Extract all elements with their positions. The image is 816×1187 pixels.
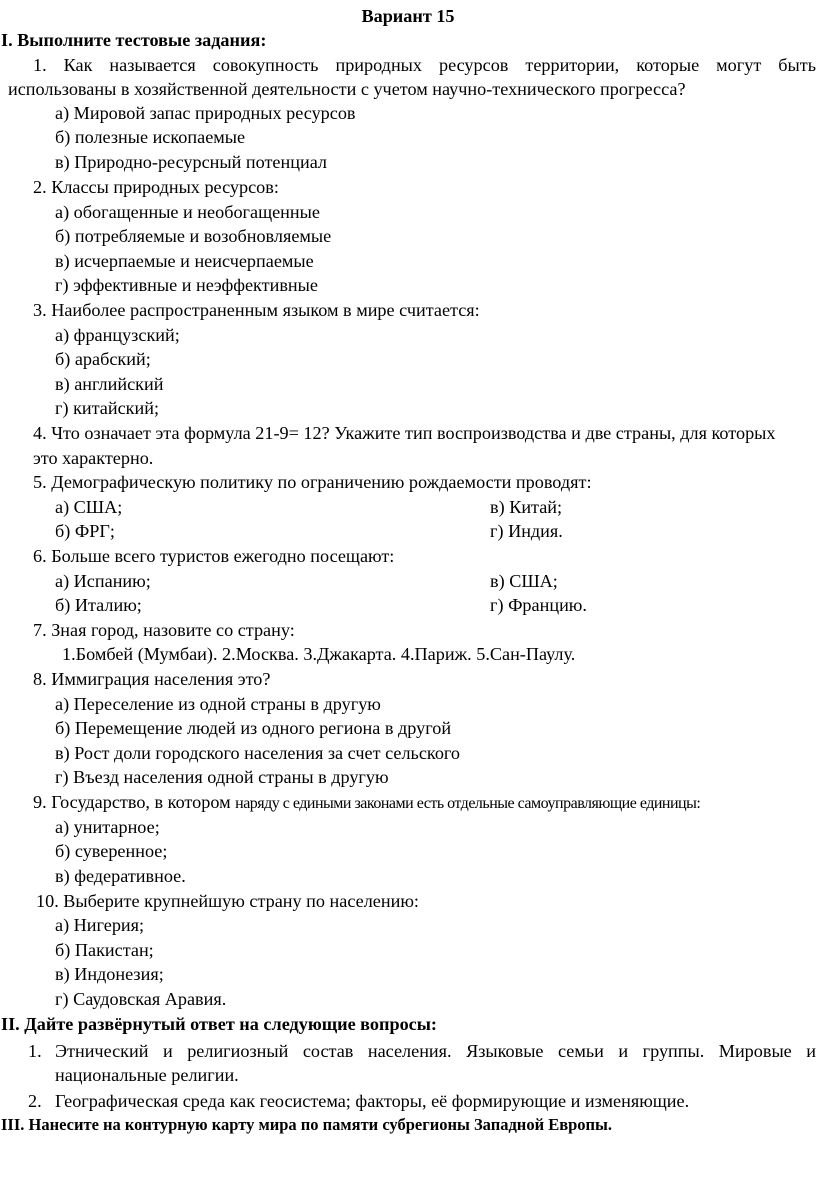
q2-option-b: б) потребляемые и возобновляемые — [55, 226, 332, 246]
q3-option-b: б) арабский; — [55, 349, 151, 369]
q6-option-a: а) Испанию; — [55, 571, 151, 591]
q8-option-d: г) Въезд населения одной страны в другую — [55, 767, 389, 787]
q7-cities: 1.Бомбей (Мумбаи). 2.Москва. 3.Джакарта. 4.Париж. 5.Сан-Паулу. — [62, 644, 576, 664]
section-2-item-1-line-1: Этнический и религиозный состав населения. Языковые семьи и группы. Мировые и — [55, 1041, 816, 1061]
section-2-item-1-line-2: национальные религии. — [55, 1065, 239, 1085]
q8-option-b: б) Перемещение людей из одного региона в другой — [55, 718, 452, 738]
q8-text: 8. Иммиграция населения это? — [33, 669, 271, 689]
q9-option-b: б) суверенное; — [55, 841, 168, 861]
q7-text: 7. Зная город, назовите со страну: — [33, 620, 295, 640]
q8-option-a: а) Переселение из одной страны в другую — [55, 694, 381, 714]
q6-text: 6. Больше всего туристов ежегодно посещают: — [33, 546, 395, 566]
q6-option-b: б) Италию; — [55, 595, 142, 615]
q3-text: 3. Наиболее распространенным языком в мире считается: — [33, 300, 480, 320]
q2-text: 2. Классы природных ресурсов: — [33, 177, 279, 197]
q5-text: 5. Демографическую политику по ограничению рождаемости проводят: — [33, 472, 592, 492]
q1-option-a: а) Мировой запас природных ресурсов — [55, 103, 356, 123]
page-title: Вариант 15 — [361, 6, 455, 26]
q10-option-c: в) Индонезия; — [55, 964, 164, 984]
q9-text-start: 9. Государство, в котором — [33, 792, 236, 812]
q3-option-a: а) французский; — [55, 325, 180, 345]
section-2-item-2-number: 2. — [28, 1091, 42, 1111]
section-2-item-2-line-1: Географическая среда как геосистема; факторы, её формирующие и изменяющие. — [55, 1091, 690, 1111]
q9-option-a: а) унитарное; — [55, 817, 160, 837]
q3-option-d: г) китайский; — [55, 398, 160, 418]
q9-text — [33, 791, 700, 815]
q10-option-a: а) Нигерия; — [55, 915, 145, 935]
q9-option-c: в) федеративное. — [55, 866, 186, 886]
q8-option-c: в) Рост доли городского населения за счет сельского — [55, 743, 461, 763]
q5-option-c: в) Китай; — [490, 497, 563, 517]
q5-option-a: а) США; — [55, 497, 123, 517]
q10-text: 10. Выберите крупнейшую страну по населению: — [36, 891, 419, 911]
q10-option-d: г) Саудовская Аравия. — [55, 989, 227, 1009]
section-3-heading: III. Нанесите на контурную карту мира по памяти субрегионы Западной Европы. — [1, 1115, 613, 1134]
q1-option-c: в) Природно-ресурсный потенциал — [55, 152, 328, 172]
q2-option-c: в) исчерпаемые и неисчерпаемые — [55, 251, 314, 271]
q1-option-b: б) полезные ископаемые — [55, 127, 246, 147]
q5-option-d: г) Индия. — [490, 521, 563, 541]
q6-option-c: в) США; — [490, 571, 558, 591]
q6-option-d: г) Францию. — [490, 595, 587, 615]
q4-text-line-2: это характерно. — [33, 448, 154, 468]
q2-option-a: а) обогащенные и необогащенные — [55, 202, 320, 222]
q4-text-line-1: 4. Что означает эта формула 21-9= 12? Укажите тип воспроизводства и две страны, для которых — [33, 423, 776, 443]
section-2-heading: II. Дайте развёрнутый ответ на следующие вопросы: — [1, 1014, 437, 1034]
q1-text-line-1: 1. Как называется совокупность природных ресурсов территории, которые могут быть — [33, 55, 816, 75]
q9-text-end: наряду с едиными законами есть отдельные самоуправляющие единицы: — [235, 795, 701, 812]
section-1-heading: I. Выполните тестовые задания: — [1, 30, 267, 50]
section-2-item-1-number: 1. — [28, 1041, 42, 1061]
q5-option-b: б) ФРГ; — [55, 521, 115, 541]
q1-text-line-2: использованы в хозяйственной деятельности с учетом научно-технического прогресса? — [8, 79, 686, 99]
q10-option-b: б) Пакистан; — [55, 940, 154, 960]
q2-option-d: г) эффективные и неэффективные — [55, 275, 318, 295]
q3-option-c: в) английский — [55, 374, 164, 394]
